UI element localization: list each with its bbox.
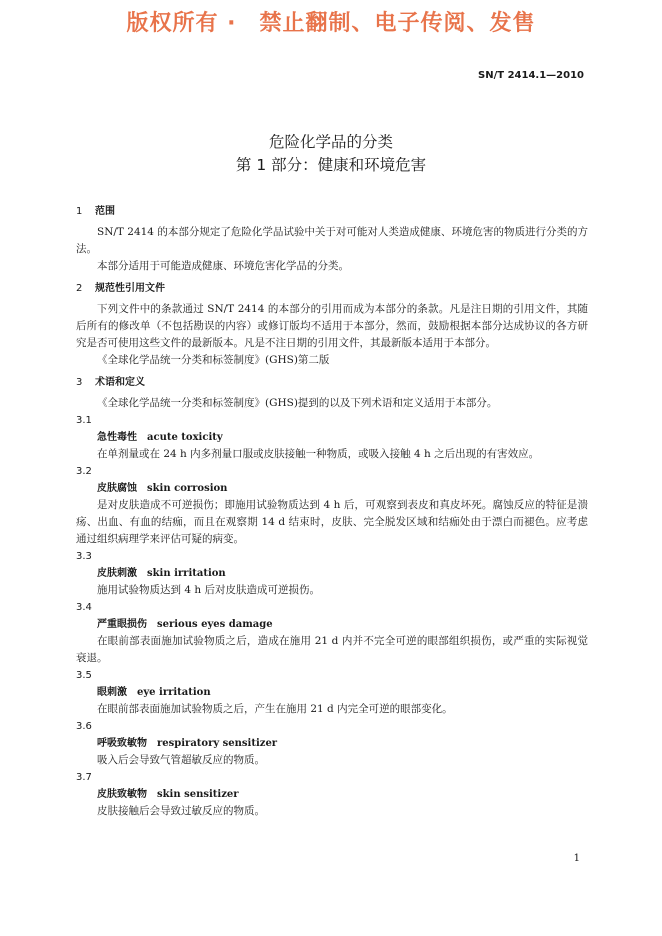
term-name-en: skin corrosion (147, 483, 228, 494)
term-name (76, 735, 588, 752)
term-name-en: respiratory sensitizer (157, 738, 278, 749)
document-subtitle: 第 1 部分：健康和环境危害 (235, 156, 427, 174)
term-name-zh: 严重眼损伤 (97, 619, 147, 630)
term-name (76, 429, 588, 446)
term-name-zh: 皮肤腐蚀 (97, 483, 137, 494)
section-heading (76, 204, 588, 220)
standard-number: SN/T 2414.1—2010 (478, 70, 584, 81)
term-entry (76, 599, 588, 667)
term-name (76, 565, 588, 582)
paragraph: SN/T 2414 的本部分规定了危险化学品试验中关于对可能对人类造成健康、环境危害的物质进行分类的方法。 (76, 226, 588, 255)
section-number: 1 (76, 206, 83, 217)
section-number: 3 (76, 377, 83, 388)
term-name-en: acute toxicity (147, 432, 223, 443)
term-name (76, 480, 588, 497)
term-name-en: skin sensitizer (157, 789, 239, 800)
term-definition: 是对皮肤造成不可逆损伤；即施用试验物质达到 4 h 后，可观察到表皮和真皮坏死。腐蚀反应的特征是溃疡、出血、有血的结痂，而且在观察期 14 d 结束时，皮肤、完全脱发区域和结痂处由于漂白而褪色。应考虑通过组织病理学来评估可疑的病变。 (76, 499, 588, 545)
term-number: 3.5 (76, 670, 92, 681)
term-number: 3.3 (76, 551, 92, 562)
copyright-banner: 版权所有 · 禁止翻制、电子传阅、发售 (126, 11, 536, 36)
term-number: 3.1 (76, 415, 92, 426)
term-name (76, 616, 588, 633)
term-definition: 施用试验物质达到 4 h 后对皮肤造成可逆损伤。 (97, 584, 320, 596)
section-normative-references (76, 281, 588, 369)
document-body (76, 204, 588, 820)
term-number: 3.6 (76, 721, 92, 732)
term-name-en: skin irritation (147, 568, 226, 579)
term-entry (76, 412, 588, 463)
term-name-zh: 呼吸致敏物 (97, 738, 147, 749)
term-number: 3.4 (76, 602, 92, 613)
paragraph: 本部分适用于可能造成健康、环境危害化学品的分类。 (97, 260, 349, 272)
term-entry (76, 667, 588, 718)
term-entry (76, 769, 588, 820)
term-definition: 在眼前部表面施加试验物质之后，产生在施用 21 d 内完全可逆的眼部变化。 (97, 703, 453, 715)
term-name (76, 786, 588, 803)
section-title: 规范性引用文件 (95, 283, 165, 294)
term-name-zh: 皮肤致敏物 (97, 789, 147, 800)
term-definition: 在单剂量或在 24 h 内多剂量口服或皮肤接触一种物质，或吸入接触 4 h 之后出现的有害效应。 (97, 448, 540, 460)
section-terms-definitions (76, 375, 588, 820)
paragraph: 《全球化学品统一分类和标签制度》(GHS)第二版 (97, 354, 330, 366)
term-number: 3.2 (76, 466, 92, 477)
section-title: 术语和定义 (95, 377, 145, 388)
term-definition: 皮肤接触后会导致过敏反应的物质。 (97, 805, 265, 817)
term-definition: 在眼前部表面施加试验物质之后，造成在施用 21 d 内并不完全可逆的眼部组织损伤，或严重的实际视觉衰退。 (76, 635, 588, 664)
section-heading (76, 281, 588, 297)
term-entry (76, 548, 588, 599)
term-entry (76, 463, 588, 548)
page-number: 1 (573, 853, 580, 864)
term-number: 3.7 (76, 772, 92, 783)
term-definition: 吸入后会导致气管超敏反应的物质。 (97, 754, 265, 766)
term-name-en: eye irritation (137, 687, 211, 698)
section-heading (76, 375, 588, 391)
document-title: 危险化学品的分类 (268, 133, 393, 151)
paragraph: 下列文件中的条款通过 SN/T 2414 的本部分的引用而成为本部分的条款。凡是注日期的引用文件，其随后所有的修改单（不包括勘误的内容）或修订版均不适用于本部分，然而，鼓励根据本部分达成协议的各方研究是否可使用这些文件的最新版本。凡是不注日期的引用文件，其最新版本适用于本部分。 (76, 303, 588, 349)
section-scope (76, 204, 588, 275)
term-name-en: serious eyes damage (157, 619, 273, 630)
term-name-zh: 急性毒性 (97, 432, 137, 443)
section-title: 范围 (95, 206, 115, 217)
term-entry (76, 718, 588, 769)
section-number: 2 (76, 283, 83, 294)
term-name-zh: 皮肤刺激 (97, 568, 137, 579)
term-name-zh: 眼刺激 (97, 687, 127, 698)
paragraph: 《全球化学品统一分类和标签制度》(GHS)提到的以及下列术语和定义适用于本部分。 (97, 397, 498, 409)
term-name (76, 684, 588, 701)
